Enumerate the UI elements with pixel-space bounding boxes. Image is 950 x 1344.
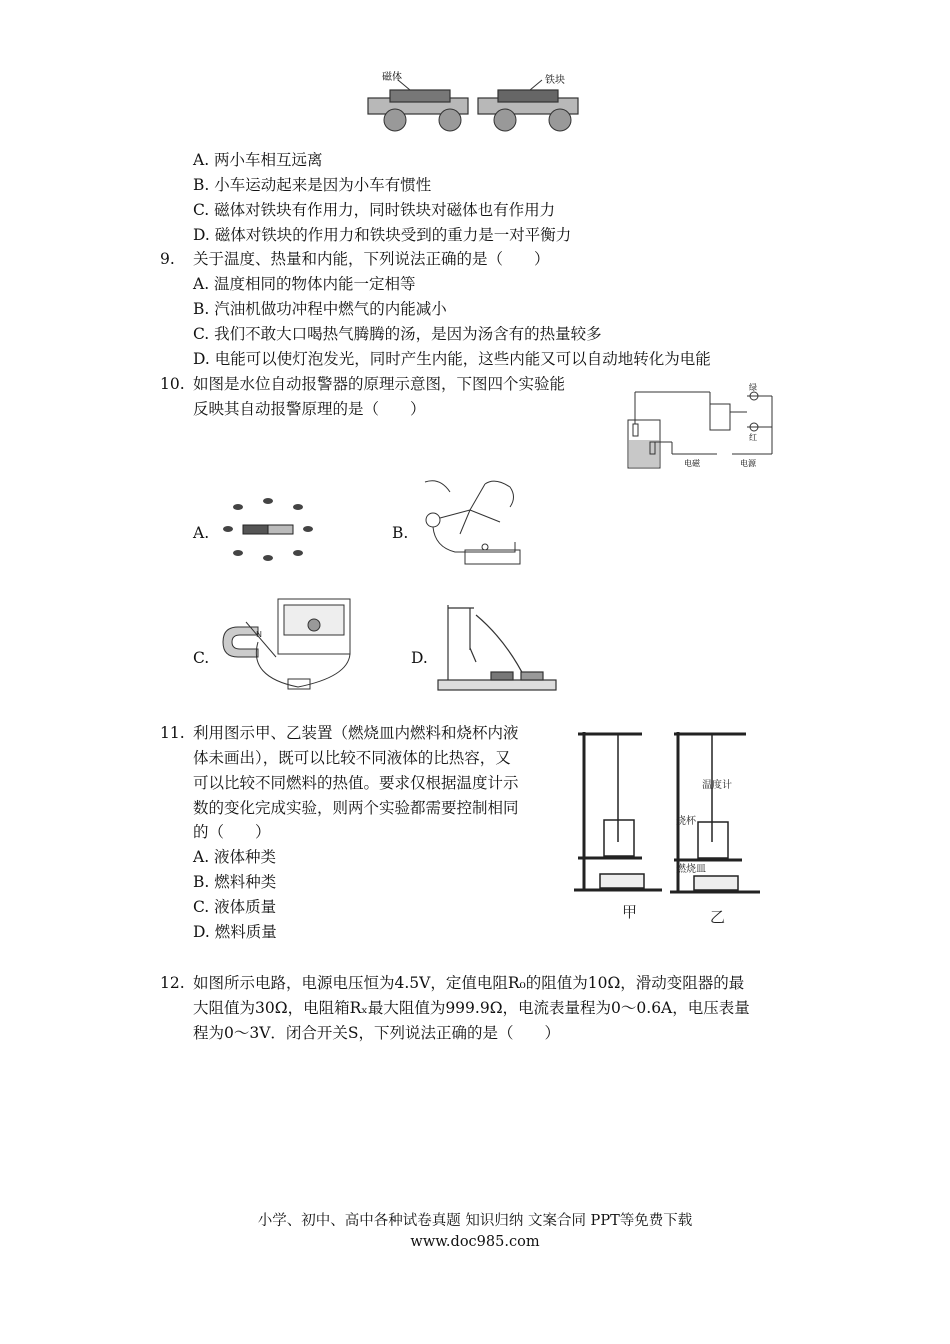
q11-number: 11.	[160, 724, 185, 742]
green-label: 绿	[749, 383, 757, 392]
q9-option-c: C. 我们不敢大口喝热气腾腾的汤，是因为汤含有的热量较多	[193, 325, 602, 343]
q8-option-c: C. 磁体对铁块有作用力，同时铁块对磁体也有作用力	[193, 201, 556, 219]
q10-choice-d-label: D.	[411, 649, 428, 667]
q8-option-a: A. 两小车相互远离	[193, 151, 323, 169]
q8-option-d: D. 磁体对铁块的作用力和铁块受到的重力是一对平衡力	[193, 226, 572, 244]
q11-stem-2: 体未画出），既可以比较不同液体的比热容，又	[193, 749, 511, 767]
q10-choice-a-figure	[218, 495, 318, 565]
q10-choice-d-figure	[436, 600, 558, 695]
q11-stem-3: 可以比较不同燃料的热值。要求仅根据温度计示	[193, 774, 519, 792]
q11-option-b: B. 燃料种类	[193, 873, 277, 891]
q9-number: 9.	[160, 250, 175, 268]
q10-stem-1: 如图是水位自动报警器的原理示意图，下图四个实验能	[193, 375, 566, 393]
q10-choice-c-label: C.	[193, 649, 210, 667]
footer-url[interactable]: www.doc985.com	[410, 1234, 540, 1250]
q12-stem-3: 程为0～3V．闭合开关S，下列说法正确的是（ ）	[193, 1024, 561, 1042]
q8-carts-figure	[360, 70, 590, 140]
q9-option-b: B. 汽油机做功冲程中燃气的内能减小	[193, 300, 447, 318]
q9-option-d: D. 电能可以使灯泡发光，同时产生内能，这些内能又可以自动地转化为电能	[193, 350, 711, 368]
thermometer-label: 温度计	[702, 780, 732, 791]
q10-choice-b-label: B.	[392, 524, 409, 542]
q10-alarm-figure	[622, 382, 782, 472]
magnet-label: 磁体	[382, 72, 402, 83]
electromagnet-label: 电磁	[684, 459, 700, 468]
yi-label: 乙	[710, 908, 726, 926]
beaker-label: 烧杯	[676, 816, 696, 827]
q11-stem-5: 的（ ）	[193, 823, 271, 841]
q8-option-b: B. 小车运动起来是因为小车有惯性	[193, 176, 432, 194]
q12-stem-2: 大阻值为30Ω，电阻箱Rₓ最大阻值为999.9Ω，电流表量程为0～0.6A，电压表量	[193, 999, 750, 1017]
q10-choice-c-figure	[218, 597, 358, 695]
q11-option-a: A. 液体种类	[193, 848, 277, 866]
iron-label: 铁块	[545, 75, 565, 86]
footer-line-1: 小学、初中、高中各种试卷真题 知识归纳 文案合同 PPT等免费下载	[257, 1213, 693, 1229]
q11-option-c: C. 液体质量	[193, 898, 277, 916]
red-label: 红	[749, 433, 757, 442]
power-label: 电源	[740, 459, 756, 468]
q11-apparatus-figure	[570, 712, 775, 932]
q12-stem-1: 如图所示电路，电源电压恒为4.5V，定值电阻R₀的阻值为10Ω，滑动变阻器的最	[193, 974, 745, 992]
svg-text:N: N	[256, 630, 262, 639]
q10-number: 10.	[160, 375, 185, 393]
jia-label: 甲	[622, 903, 638, 921]
q10-choice-b-figure	[415, 472, 525, 570]
q10-choice-a-label: A.	[193, 524, 210, 542]
dish-label: 燃烧皿	[676, 864, 706, 875]
q12-number: 12.	[160, 974, 185, 992]
q9-stem: 关于温度、热量和内能，下列说法正确的是（ ）	[193, 250, 550, 268]
q9-option-a: A. 温度相同的物体内能一定相等	[193, 275, 416, 293]
q10-stem-2: 反映其自动报警原理的是（ ）	[193, 400, 426, 418]
q11-stem-1: 利用图示甲、乙装置（燃烧皿内燃料和烧杯内液	[193, 724, 519, 742]
q11-stem-4: 数的变化完成实验，则两个实验都需要控制相同	[193, 799, 519, 817]
q11-option-d: D. 燃料质量	[193, 923, 277, 941]
